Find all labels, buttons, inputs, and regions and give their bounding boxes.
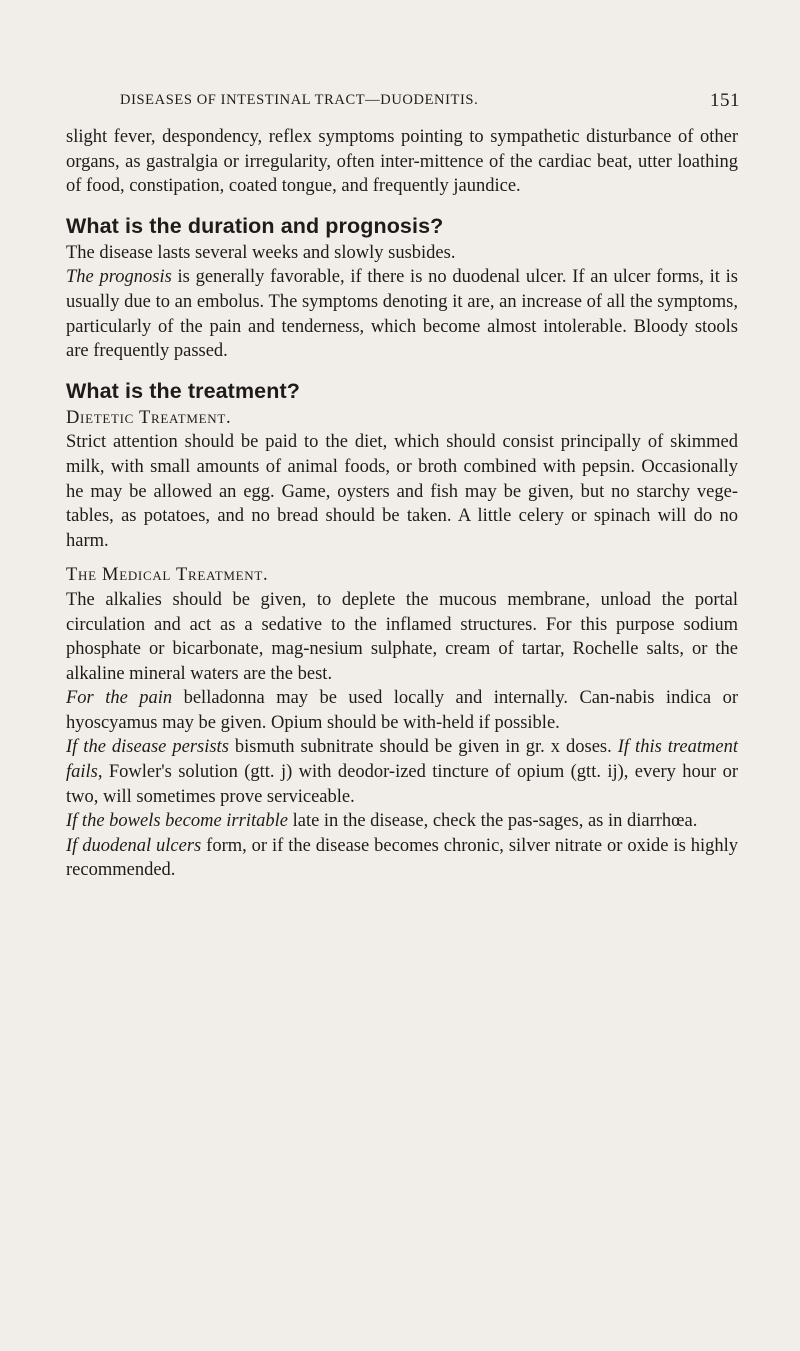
duration-paragraph: The disease lasts several weeks and slowly susbides. xyxy=(66,242,456,263)
prognosis-paragraph xyxy=(66,265,738,363)
fails-text: , Fowler's solution (gtt. j) with deodor-ized tincture of opium (gtt. ij), every hour or two, will sometimes prove serviceable. xyxy=(66,762,738,807)
bowels-text: late in the disease, check the pas-sages, as in diarrhœa. xyxy=(287,811,698,832)
fails-lead: If this treatment fails xyxy=(66,737,738,783)
medical-treatment-paragraph: The alkalies should be given, to deplete the mucous membrane, unload the portal circulation and act as a sedative to the inflamed structures. For this purpose sodium phosphate or bicarbonate, mag-nesium sulphate, cream of tartar, Rochelle salts, or the alkaline mineral waters are the best. xyxy=(66,589,738,684)
prognosis-lead: The prognosis xyxy=(66,267,172,288)
prognosis-text: is generally favorable, if there is no duodenal ulcer. If an ulcer forms, it is usually due to an embolus. The symptoms denoting it are, an increase of all the symptoms, particularly of the pain and tenderness, which become almost intolerable. Bloody stools are frequently passed. xyxy=(66,267,738,362)
duration-heading: What is the duration and prognosis? xyxy=(66,213,444,238)
pain-text: belladonna may be used locally and internally. Can-nabis indica or hyoscyamus may be given. Opium should be with-held if possible. xyxy=(66,688,738,733)
persists-text: bismuth subnitrate should be given in gr. x doses. xyxy=(228,737,618,758)
bowels-lead: If the bowels become irritable xyxy=(66,811,288,832)
persists-lead: If the disease persists xyxy=(66,737,229,758)
running-head xyxy=(60,90,740,120)
ulcers-text: form, or if the disease becomes chronic, silver nitrate or oxide is highly recommended. xyxy=(66,835,738,881)
pain-paragraph xyxy=(66,686,738,735)
page-number: 151 xyxy=(710,90,740,111)
persists-paragraph xyxy=(66,735,738,809)
pain-lead: For the pain xyxy=(66,688,173,709)
treatment-heading: What is the treatment? xyxy=(66,378,300,403)
medical-treatment-label: The Medical Treatment. xyxy=(66,565,269,586)
intro-paragraph: slight fever, despondency, reflex symptoms pointing to sympathetic disturbance of other organs, as gastralgia or irregularity, often inter-mittence of the cardiac beat, utter loathing of food, constipation, coated tongue, and frequently jaundice. xyxy=(66,127,738,197)
bowels-paragraph xyxy=(66,809,738,834)
dietetic-treatment-paragraph: Strict attention should be paid to the diet, which should consist principally of skimmed milk, with small amounts of animal foods, or broth combined with pepsin. Occasionally he may be allowed an egg. Game, oysters and fish may be given, but no starchy vege-tables, as potatoes, and no bread should be taken. A little celery or spinach will do no harm. xyxy=(66,432,738,551)
dietetic-treatment-label: Dietetic Treatment. xyxy=(66,407,232,428)
ulcers-lead: If duodenal ulcers xyxy=(66,835,202,856)
ulcers-paragraph xyxy=(66,834,738,883)
running-title: DISEASES OF INTESTINAL TRACT—DUODENITIS. xyxy=(120,92,479,108)
page-content xyxy=(66,125,738,883)
